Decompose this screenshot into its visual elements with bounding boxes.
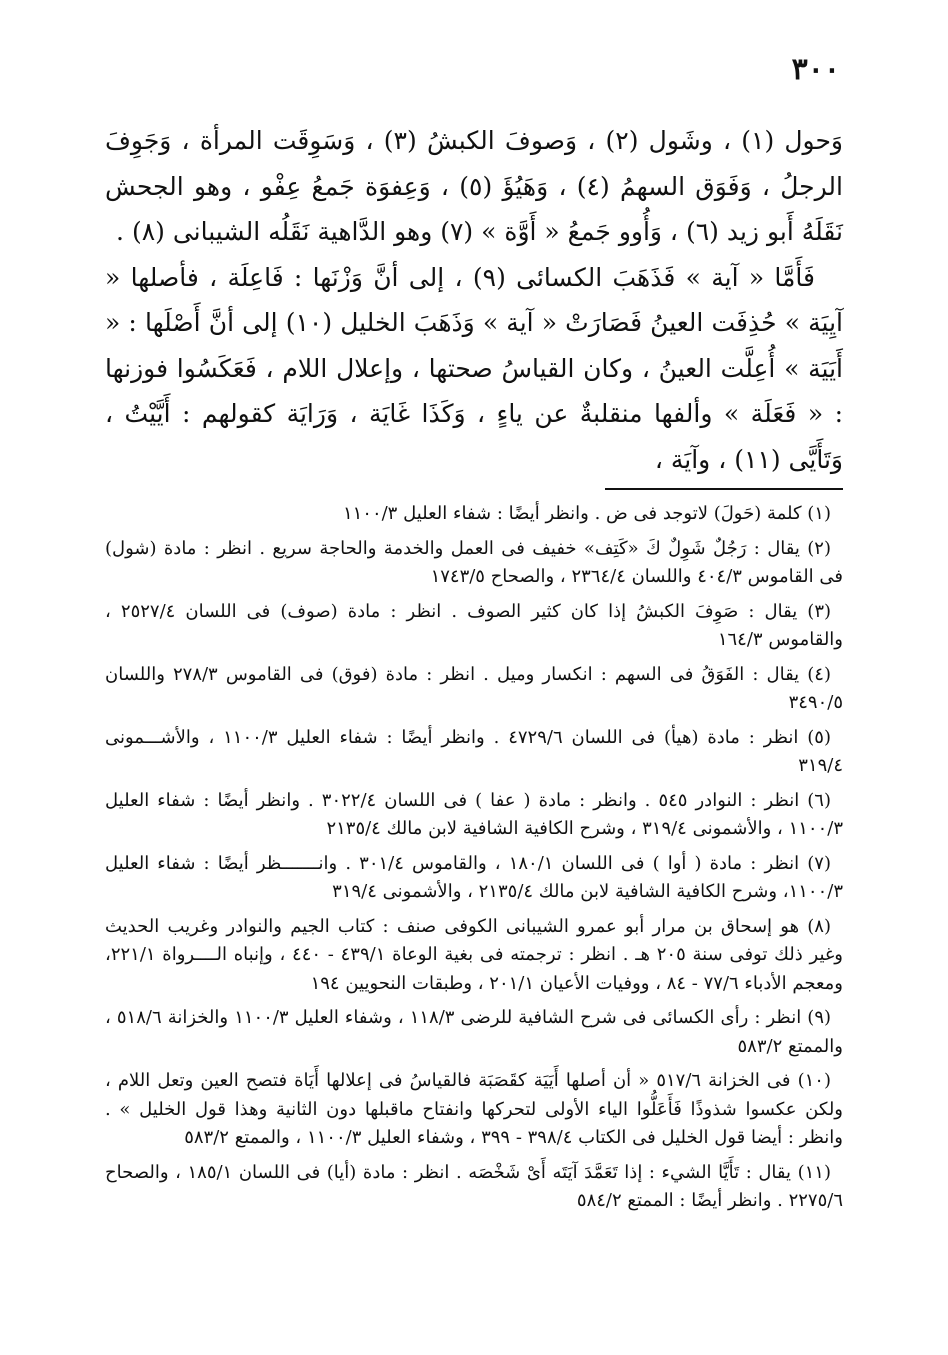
main-paragraph: فَأَمَّا « آية » فَذَهَبَ الكسائى (٩) ، إلى أنَّ وَزْنَها : فَاعِلَة ، فأصلها « آيِيَة » حُذِفَت العينُ فَصَارَتْ « آية » وَذَهَبَ الخليل (١٠) إلى أنَّ أَصْلَها : « أَيَيَة » أُعِلَّت العينُ ، وكان القياسُ صحتها ، وإعلال اللام ، فَعَكَسُوا فوزنها : « فَعَلَة » وألفها منقلبةٌ عن ياءٍ ، وَكَذَا غَايَة ، وَرَايَة كقولهم : أَيَّيْتُ ، وَتَأَيَّى (١١) ، وآيَة ، [105, 262, 843, 474]
footnote: (٦) انظر : النوادر ٥٤٥ . وانظر : مادة ( عفا ) فى اللسان ٣٠٢٢/٤ . وانظر أيضًا : شفاء العليل ١١٠٠/٣ ، والأشمونى ٣١٩/٤ ، وشرح الكافية الشافية لابن مالك ٢١٣٥/٤ [105, 789, 843, 839]
main-paragraph: وَحول (١) ، وشَول (٢) ، وَصوفَ الكبشُ (٣) ، وَسَوِقَت المرأة ، وَجَوِفَ الرجلُ ، وَفَوَق السهمُ (٤) ، وَهَيُؤَ (٥) ، وَعِفوَة جَمعُ عِفْو ، وهو الجحش نَقَلَهُ أَبو زيد (٦) ، وَأُوو جَمعُ « أَوَّة » (٧) وهو الدَّاهية نَقَلُه الشيبانى (٨) . [105, 126, 843, 246]
footnote: (١٠) فى الخزانة ٥١٧/٦ « أن أصلها أَيَيَة كقَصَبَة فالقياسُ فى إعلالها أَيَاة فتصح العين وتعل اللام ، ولكن عكسوا شذوذًا فَأَعَلُّوا الياء الأولى لتحركها وانفتاح ماقبلها دون الثانية وهذا قول الخليل » . وانظر : أيضا قول الخليل فى الكتاب ٣٩٨/٤ - ٣٩٩ ، وشفاء العليل ١١٠٠/٣ ، والممتع ٥٨٣/٢ [105, 1070, 844, 1148]
footnote: (٥) انظر : مادة (هيأ) فى اللسان ٤٧٢٩/٦ . وانظر أيضًا : شفاء العليل ١١٠٠/٣ ، والأشـــمونى ٣١٩/٤ [105, 726, 843, 776]
footnote: (٩) انظر : رأى الكسائى فى شرح الشافية للرضى ١١٨/٣ ، وشفاء العليل ١١٠٠/٣ والخزانة ٥١٨/٦ ، والممتع ٥٨٣/٢ [105, 1007, 843, 1057]
footnote: (١) كلمة (حَولَ) لاتوجد فى ض . وانظر أيضًا : شفاء العليل ١١٠٠/٣ [342, 503, 831, 524]
footnote: (٨) هو إسحاق بن مرار أبو عمرو الشيبانى الكوفى صنف : كتاب الجيم والنوادر وغريب الحديث وغير ذلك توفى سنة ٢٠٥ هـ . انظر : ترجمته فى بغية الوعاة ٤٣٩/١ - ٤٤٠ ، وإنباه الــــرواة ٢٢١/١، ومعجم الأدباء ٧٧/٦ - ٨٤ ، ووفيات الأعيان ٢٠١/١ ، وطبقات النحويين ١٩٤ [105, 915, 843, 994]
footnotes [105, 500, 843, 1222]
footnote: (٣) يقال : صَوِفَ الكبشُ إذا كان كثير الصوف . انظر : مادة (صوف) فى اللسان ٢٥٢٧/٤ ، والقاموس ١٦٤/٣ [105, 600, 843, 650]
footnote: (١١) يقال : تَأَيَّا الشيء : إذا تَعَمَّدَ آيَتَه أَىْ شَخْصَه . انظر : مادة (أيا) فى اللسان ١٨٥/١ ، والصحاح ٢٢٧٥/٦ . وانظر أيضًا : الممتع ٥٨٤/٢ [105, 1161, 843, 1211]
footnote: (٧) انظر : مادة ( أوا ) فى اللسان ١٨٠/١ ، والقاموس ٣٠١/٤ . وانـــــــظر أيضًا : شفاء العليل ١١٠٠/٣، وشرح الكافية الشافية لابن مالك ٢١٣٥/٤ ، والأشمونى ٣١٩/٤ [105, 852, 843, 902]
footnote: (٢) يقال : رَجُلٌ شَوِلٌ كَ «كَتِف» خفيف فى العمل والخدمة والحاجة سريع . انظر : مادة (شول) فى القاموس ٤٠٤/٣ واللسان ٢٣٦٤/٤ ، والصحاح ١٧٤٣/٥ [105, 537, 843, 587]
footnote-separator [605, 488, 843, 490]
footnote: (٤) يقال : الفَوَقُ فى السهم : انكسار وميل . انظر : مادة (فوق) فى القاموس ٢٧٨/٣ واللسان ٣٤٩٠/٥ [105, 663, 843, 713]
page-number: ٣٠٠ [791, 52, 840, 87]
main-text [105, 118, 843, 482]
